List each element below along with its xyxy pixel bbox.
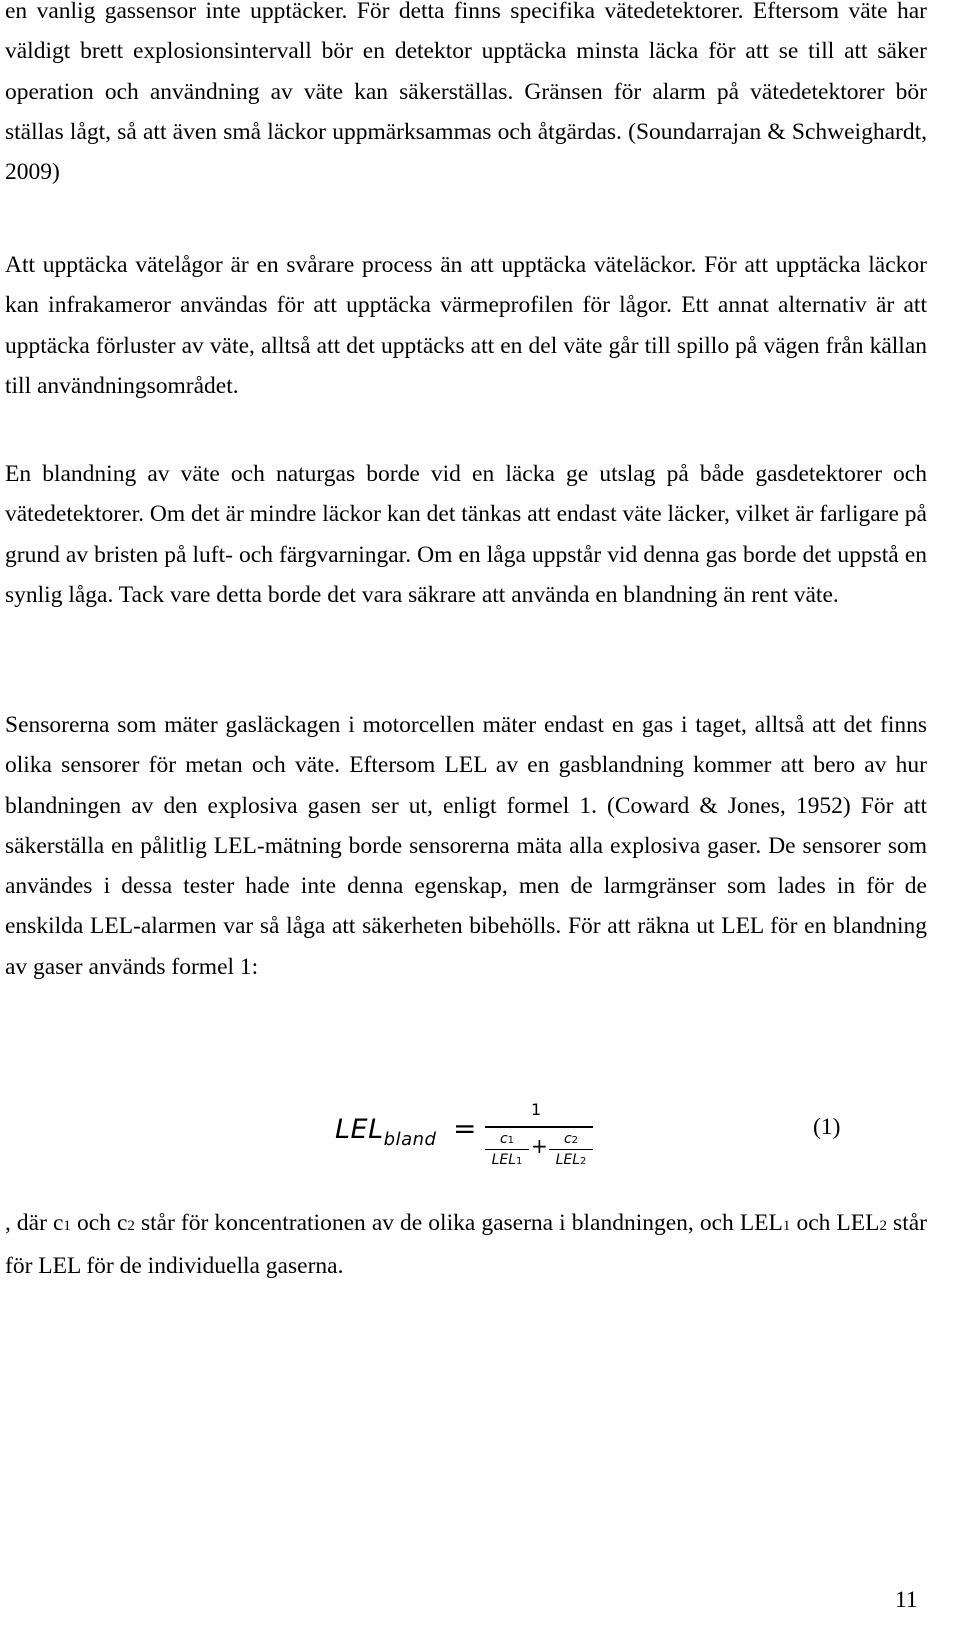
p5-subscript-c1: 1 (63, 1218, 71, 1234)
formula-term-1-c: c (499, 1131, 508, 1147)
formula-term-2-denominator (549, 1151, 593, 1169)
p5-text-3: står för koncentrationen av de olika gaserna i blandningen, och LEL (134, 1210, 783, 1236)
p5-text-1: , där c (5, 1210, 64, 1236)
paragraph-5 (5, 1203, 927, 1287)
formula-lhs (335, 1114, 437, 1150)
paragraph-3: En blandning av väte och naturgas borde vid en läcka ge utslag på både gasdetektorer och vätedetektorer. Om det är mindre läckor kan det tänkas att endast väte läcker, vilket är farligare på grund av bristen på luft- och färgvarningar. Om en låga uppstår vid denna gas borde det uppstå en synlig låga. Tack vare detta borde det vara säkrare att använda en blandning än rent väte. (5, 461, 927, 608)
p5-text-4: och LEL (790, 1210, 880, 1236)
formula-equals-sign: = (453, 1112, 477, 1145)
formula-lel-bland (335, 1100, 615, 1180)
formula-plus-sign: + (531, 1134, 548, 1158)
p5-subscript-c2: 2 (127, 1218, 135, 1234)
formula-term-2-bar (549, 1149, 593, 1150)
formula-term-1-denominator (485, 1151, 529, 1169)
formula-term-1 (485, 1130, 529, 1169)
formula-term-2-c: c (563, 1131, 572, 1147)
formula-term-1-lel: LEL (491, 1152, 517, 1169)
paragraph-4: Sensorerna som mäter gasläckagen i motorcellen mäter endast en gas i taget, alltså att det finns olika sensorer för metan och väte. Eftersom LEL av en gasblandning kommer att bero av hur blandningen av den explosiva gasen ser ut, enligt formel 1. (Coward & Jones, 1952) För att säkerställa en pålitlig LEL-mätning borde sensorerna mäta alla explosiva gaser. De sensorer som användes i dessa tester hade inte denna egenskap, men de larmgränser som lades in för de enskilda LEL-alarmen var så låga att säkerheten bibehölls. För att räkna ut LEL för en blandning av gaser används formel 1: (5, 712, 927, 980)
formula-numerator: 1 (531, 1100, 542, 1119)
equation-number: (1) (813, 1114, 841, 1140)
formula-term-1-bar (485, 1149, 529, 1150)
formula-term-1-lel-subscript: 1 (516, 1156, 523, 1168)
formula-lhs-main: LEL (335, 1114, 384, 1145)
p5-subscript-lel2: 2 (879, 1218, 887, 1234)
p5-text-5: står för LEL för de individuella gaserna. (5, 1210, 927, 1280)
formula-lhs-subscript: bland (383, 1129, 437, 1150)
page-number: 11 (895, 1587, 918, 1613)
formula-term-1-c-subscript: 1 (507, 1135, 515, 1146)
formula-term-2-c-subscript: 2 (571, 1135, 579, 1146)
formula-term-2 (549, 1130, 593, 1169)
formula-main-fraction-bar (485, 1126, 593, 1128)
p5-text-2: och c (70, 1210, 128, 1236)
paragraph-1: en vanlig gassensor inte upptäcker. För detta finns specifika vätedetektorer. Eftersom väte har väldigt brett explosionsintervall bör en detektor upptäcka minsta läcka för att se till att säker operation och användning av väte kan säkerställas. Gränsen för alarm på vätedetektorer bör ställas lågt, så att även små läckor uppmärksammas och åtgärdas. (Soundarrajan & Schweighardt, 2009) (5, 0, 927, 186)
formula-term-2-numerator (549, 1130, 593, 1148)
formula-term-2-lel: LEL (555, 1152, 581, 1169)
p5-subscript-lel1: 1 (782, 1218, 791, 1234)
formula-term-2-lel-subscript: 2 (580, 1156, 587, 1168)
formula-term-1-numerator (485, 1130, 529, 1148)
paragraph-2: Att upptäcka vätelågor är en svårare process än att upptäcka väteläckor. För att upptäcka läckor kan infrakameror användas för att upptäcka värmeprofilen för lågor. Ett annat alternativ är att upptäcka förluster av väte, alltså att det upptäcks att en del väte går till spillo på vägen från källan till användningsområdet. (5, 252, 927, 399)
